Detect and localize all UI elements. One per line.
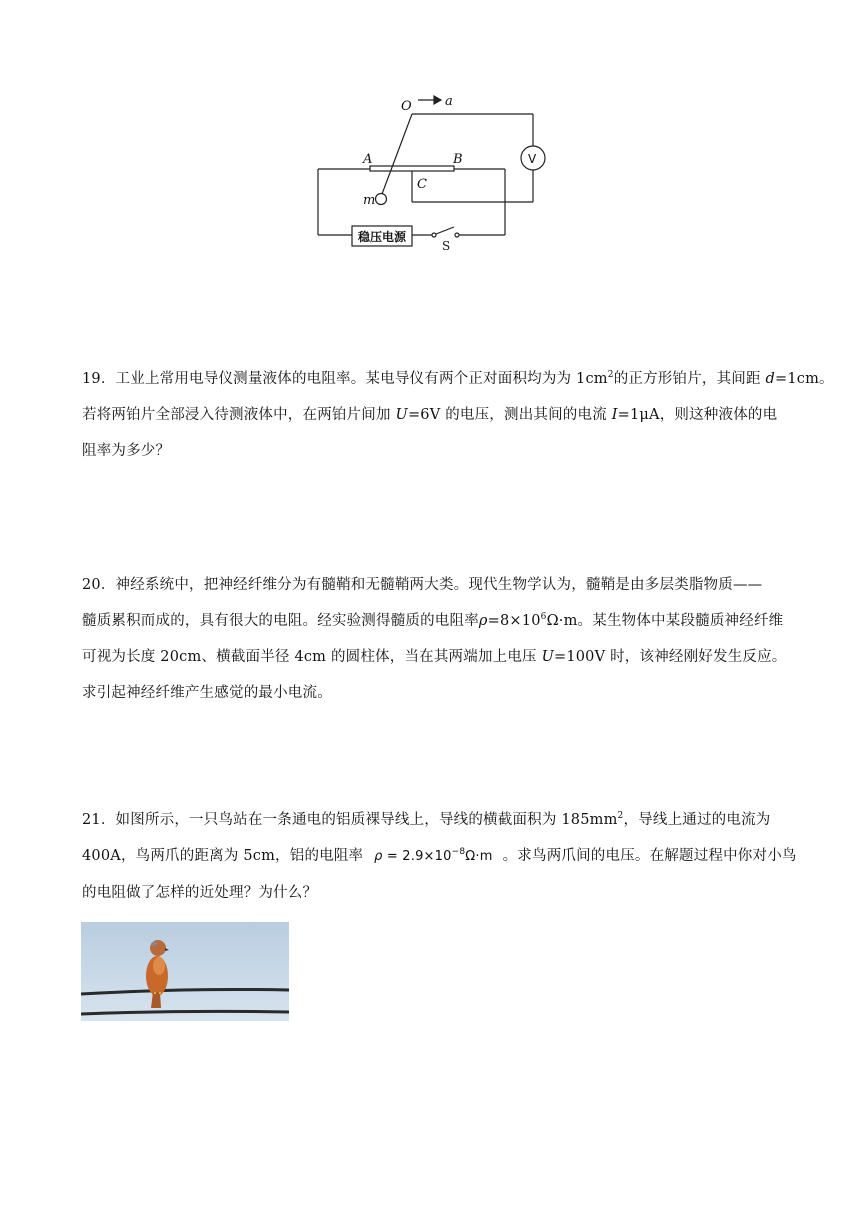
sky — [81, 922, 289, 1021]
label-a: a — [445, 94, 453, 109]
q20-line-1: 20．神经系统中，把神经纤维分为有髓鞘和无髓鞘两大类。现代生物学认为，髓鞘是由多层类脂物质—— — [82, 577, 763, 593]
q20-line-4: 求引起神经纤维产生感觉的最小电流。 — [82, 685, 332, 701]
q19-line-1: 19．工业上常用电导仪测量液体的电阻率。某电导仪有两个正对面积均为为 $1cm^2$的正方形铂片，其间距 d=1cm。 — [82, 370, 834, 387]
bird-on-wire-photo — [81, 922, 289, 1021]
question-21 — [82, 802, 797, 911]
resistor-ab — [370, 166, 454, 171]
power-source-label: 稳压电源 — [357, 230, 407, 244]
q21-line-2: 400A，鸟两爪的距离为 5cm，铝的电阻率 $\rho = 2.9\times 10^{-8}\Omega\cdot m$ 。求鸟两爪间的电压。在解题过程中你对小鸟 — [82, 847, 797, 864]
switch-blade — [436, 227, 454, 234]
label-m: m — [363, 193, 376, 208]
q19-line-2: 若将两铂片全部浸入待测液体中，在两铂片间加 U=6V 的电压，测出其间的电流 I=1μA，则这种液体的电 — [82, 407, 778, 423]
label-B: B — [453, 152, 463, 167]
question-20 — [82, 567, 787, 711]
q20-line-2: 髓质累积而成的，具有很大的电阻。经实验测得髓质的电阻率$\rho=8\times 10^6\Omega\cdot m$。某生物体中某段髓质神经纤维 — [82, 612, 784, 629]
q19-line-3: 阻率为多少？ — [82, 443, 171, 459]
switch-label: S — [442, 239, 451, 253]
voltmeter-label: V — [528, 152, 537, 166]
pendulum-string — [382, 114, 412, 194]
q21-line-1: 21．如图所示，一只鸟站在一条通电的铝质裸导线上，导线的横截面积为 $185mm^2$，导线上通过的电流为 — [82, 811, 771, 828]
circuit-diagram — [300, 88, 560, 258]
q21-line-3: 的电阻做了怎样的近处理？为什么？ — [82, 885, 318, 901]
question-19 — [82, 361, 834, 469]
q20-line-3: 可视为长度 20cm、横截面半径 4cm 的圆柱体，当在其两端加上电压 U=100V 时，该神经刚好发生反应。 — [82, 649, 787, 665]
resistivity-formula: $\rho = 2.9\times 10^{-8}\Omega\cdot m$ — [374, 847, 493, 864]
pendulum-ball — [376, 194, 387, 205]
label-C: C — [417, 177, 427, 192]
label-O: O — [401, 99, 412, 114]
label-A: A — [363, 152, 373, 167]
